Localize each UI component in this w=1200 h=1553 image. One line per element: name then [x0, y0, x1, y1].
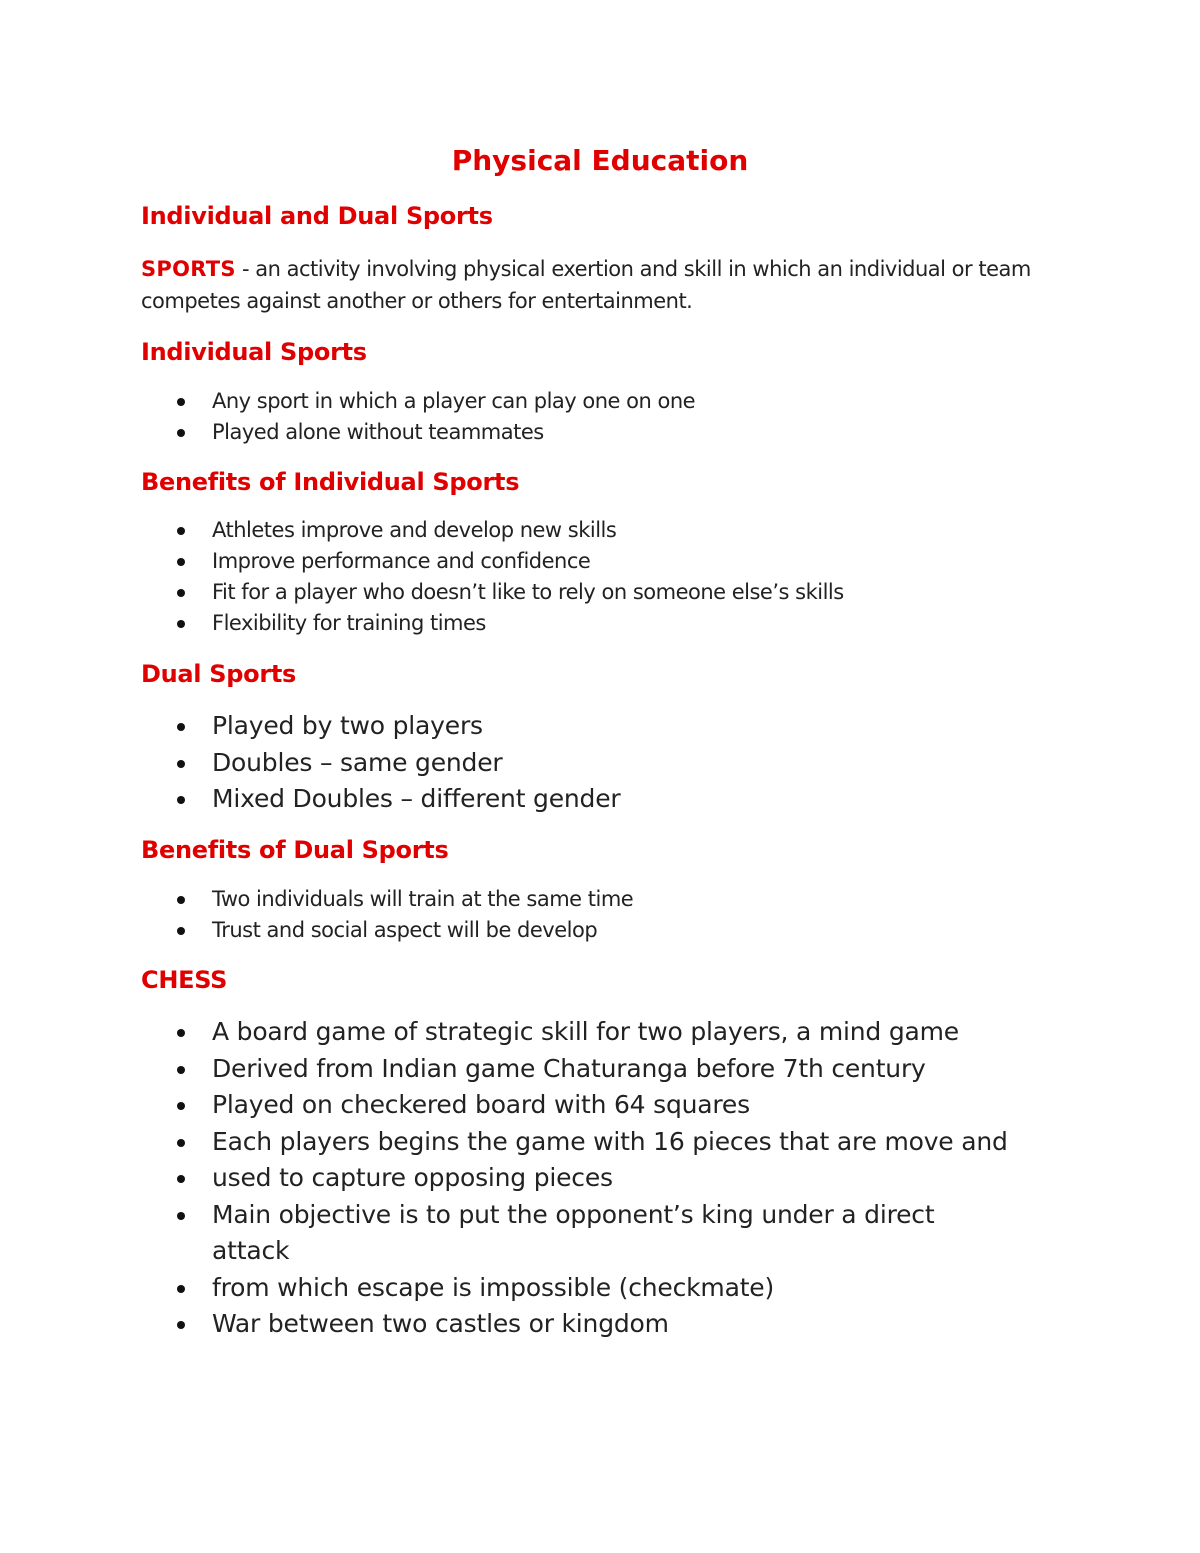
list-item — [172, 708, 1052, 745]
list-item — [172, 1270, 1012, 1307]
bullet-icon — [177, 1139, 185, 1147]
dual-sports-list — [172, 708, 1052, 818]
bullet-icon — [177, 1066, 185, 1074]
benefits-individual-list — [172, 515, 1052, 639]
list-item — [172, 884, 1052, 915]
bullet-icon — [177, 760, 185, 768]
list-item-text: Any sport in which a player can play one on one — [212, 389, 696, 413]
list-item — [172, 1160, 1012, 1197]
list-item — [172, 577, 1052, 608]
list-item-text: Athletes improve and develop new skills — [212, 518, 617, 542]
list-item — [172, 1197, 1012, 1270]
definition-text: - an activity involving physical exertion and skill in which an individual or team competes against another or others for entertainment. — [141, 257, 1031, 313]
list-item — [172, 608, 1052, 639]
chess-heading: CHESS — [141, 966, 228, 994]
definition-term: SPORTS — [141, 257, 236, 281]
list-item — [172, 781, 1052, 818]
dual-sports-heading: Dual Sports — [141, 660, 297, 688]
benefits-dual-list — [172, 884, 1052, 946]
list-item — [172, 1087, 1012, 1124]
list-item — [172, 1306, 1012, 1343]
bullet-icon — [177, 1212, 185, 1220]
bullet-icon — [177, 1175, 185, 1183]
list-item-text: from which escape is impossible (checkmate) — [212, 1272, 775, 1302]
list-item-text: War between two castles or kingdom — [212, 1309, 669, 1338]
bullet-icon — [177, 723, 185, 731]
list-item-text: A board game of strategic skill for two players, a mind game — [212, 1017, 959, 1046]
list-item-text: Each players begins the game with 16 pieces that are move and — [212, 1126, 1008, 1156]
list-item-text: Mixed Doubles – different gender — [212, 784, 621, 813]
bullet-icon — [177, 558, 185, 566]
list-item-text: used to capture opposing pieces — [212, 1163, 613, 1192]
list-item-text: Main objective is to put the opponent’s king under a direct attack — [212, 1199, 935, 1265]
bullet-icon — [177, 896, 185, 904]
bullet-icon — [177, 1029, 185, 1037]
individual-sports-list — [172, 386, 1052, 448]
benefits-dual-heading: Benefits of Dual Sports — [141, 836, 449, 864]
list-item-text: Fit for a player who doesn’t like to rely on someone else’s skills — [212, 580, 844, 604]
bullet-icon — [177, 1321, 185, 1329]
list-item — [172, 546, 1052, 577]
list-item-text: Two individuals will train at the same time — [212, 887, 634, 911]
list-item-text: Played alone without teammates — [212, 420, 544, 444]
bullet-icon — [177, 589, 185, 597]
bullet-icon — [177, 927, 185, 935]
bullet-icon — [177, 429, 185, 437]
section-heading: Individual and Dual Sports — [141, 202, 493, 230]
list-item — [172, 1051, 1012, 1088]
list-item — [172, 745, 1052, 782]
list-item — [172, 515, 1052, 546]
list-item — [172, 386, 1052, 417]
list-item-text: Played on checkered board with 64 squares — [212, 1090, 750, 1119]
bullet-icon — [177, 796, 185, 804]
chess-list — [172, 1014, 1012, 1343]
list-item-text: Trust and social aspect will be develop — [212, 918, 598, 942]
list-item-text: Flexibility for training times — [212, 611, 486, 635]
list-item — [172, 417, 1052, 448]
list-item-text: Improve performance and confidence — [212, 549, 591, 573]
benefits-individual-heading: Benefits of Individual Sports — [141, 468, 520, 496]
bullet-icon — [177, 398, 185, 406]
list-item-text: Derived from Indian game Chaturanga before 7th century — [212, 1053, 926, 1083]
list-item — [172, 1124, 1012, 1161]
bullet-icon — [177, 1102, 185, 1110]
page-title: Physical Education — [451, 144, 749, 177]
list-item-text: Played by two players — [212, 711, 483, 740]
bullet-icon — [177, 1285, 185, 1293]
individual-sports-heading: Individual Sports — [141, 338, 367, 366]
bullet-icon — [177, 527, 185, 535]
list-item — [172, 915, 1052, 946]
bullet-icon — [177, 620, 185, 628]
sports-definition — [141, 253, 1071, 317]
list-item-text: Doubles – same gender — [212, 747, 503, 777]
list-item — [172, 1014, 1012, 1051]
